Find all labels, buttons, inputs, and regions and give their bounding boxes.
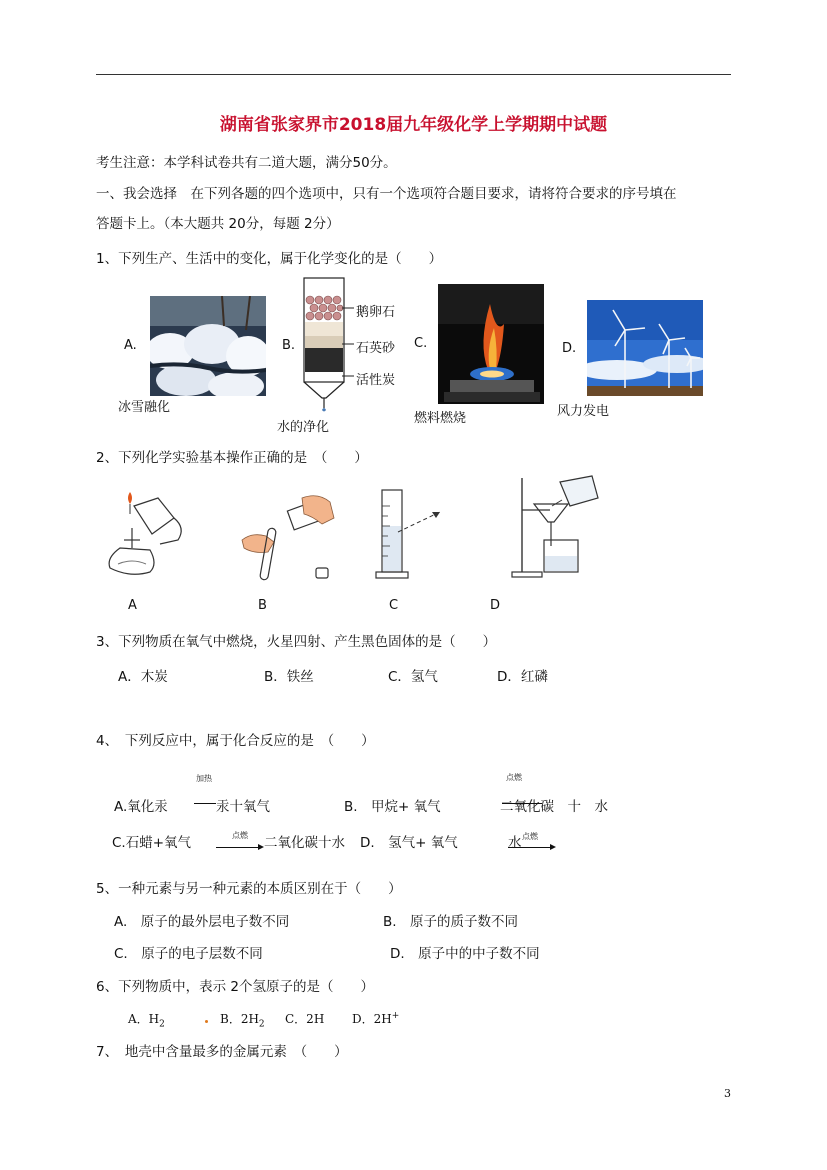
- q5-option-a: A. 原子的最外层电子数不同: [114, 914, 290, 930]
- q4-option-c-reactant: C.石蜡+氧气: [112, 835, 192, 851]
- q4-a-condition: 加热: [196, 774, 212, 783]
- question-4-stem: 4、 下列反应中，属于化合反应的是 （ ）: [96, 733, 375, 749]
- q4-option-b-product: 二氧化碳 十 水: [500, 799, 608, 815]
- measuring-cylinder-reading-diagram: [374, 486, 454, 580]
- q5-option-c: C. 原子的电子层数不同: [114, 946, 263, 962]
- q1-option-d-caption: 风力发电: [557, 404, 610, 419]
- question-6-stem: 6、下列物质中，表示 2个氢原子的是（ ）: [96, 979, 374, 995]
- layer-label-pebbles: 鹅卵石: [356, 305, 396, 320]
- q3-option-b: B．铁丝: [264, 669, 314, 685]
- question-1-stem: 1、下列生产、生活中的变化，属于化学变化的是（ ）: [96, 251, 443, 267]
- q4-option-b-reactant: B. 甲烷+ 氧气: [344, 799, 441, 815]
- q6-b-subscript: 2: [258, 1019, 265, 1030]
- header-rule: [96, 74, 731, 75]
- fuel-burning-image: [438, 284, 544, 404]
- q4-option-c-product: 二氧化碳十水: [264, 835, 345, 851]
- page-number: 3: [724, 1087, 731, 1100]
- q4-d-arrow: [508, 847, 554, 848]
- q6-d-superscript: +: [391, 1011, 400, 1021]
- q4-c-arrow: [216, 847, 262, 848]
- q1-option-a-caption: 冰雪融化: [118, 400, 171, 415]
- q4-option-d-reactant: D. 氢气+ 氧气: [360, 835, 458, 851]
- question-3-stem: 3、下列物质在氧气中燃烧，火星四射、产生黑色固体的是（ ）: [96, 634, 497, 650]
- layer-label-quartz-sand: 石英砂: [356, 341, 396, 356]
- filtration-setup-diagram: [510, 474, 610, 580]
- section-1-line-2: 答题卡上。（本大题共 20分，每题 2分）: [96, 216, 340, 232]
- q6-option-a: [128, 1010, 165, 1029]
- q4-c-condition: 点燃: [232, 831, 248, 840]
- q2-label-b: B: [258, 598, 267, 613]
- layer-label-activated-carbon: 活性炭: [356, 373, 396, 388]
- q4-option-a-product: 汞十氧气: [216, 799, 270, 815]
- q4-b-condition: 点燃: [506, 773, 522, 782]
- q4-a-arrow-line: [194, 803, 216, 804]
- wind-turbines-image: [587, 300, 703, 396]
- q6-option-d: [352, 1010, 399, 1027]
- q2-label-d: D: [490, 598, 501, 613]
- q2-label-c: C: [389, 598, 399, 613]
- q1-option-c-caption: 燃料燃烧: [414, 411, 467, 426]
- q6-a-text: A．H: [128, 1012, 160, 1026]
- question-2-stem: 2、下列化学实验基本操作正确的是 （ ）: [96, 450, 368, 466]
- q5-option-d: D. 原子中的中子数不同: [390, 946, 540, 962]
- q4-option-a-reactant: A.氧化汞: [114, 799, 168, 815]
- alcohol-lamp-lighting-diagram: [100, 488, 190, 580]
- q3-option-c: C．氢气: [388, 669, 438, 685]
- stray-dot-mark: [205, 1020, 208, 1023]
- q6-option-c: C．2H: [285, 1012, 325, 1026]
- section-1-line-1: 一、我会选择 在下列各题的四个选项中，只有一个选项符合题目要求，请将符合要求的序号填在: [96, 186, 677, 202]
- q2-label-a: A: [128, 598, 137, 613]
- q1-option-a-letter: A.: [124, 338, 137, 353]
- q6-b-text: B．2H: [220, 1012, 259, 1026]
- q4-d-condition: 点燃: [522, 832, 538, 841]
- q3-option-d: D．红磷: [497, 669, 548, 685]
- exam-notice: 考生注意：本学科试卷共有二道大题，满分50分。: [96, 155, 397, 171]
- q6-a-subscript: 2: [159, 1019, 165, 1030]
- q1-option-d-letter: D.: [562, 341, 577, 356]
- q1-option-b-caption: 水的净化: [277, 420, 330, 435]
- q1-option-b-letter: B.: [282, 338, 296, 353]
- q6-option-b: [220, 1010, 265, 1029]
- question-5-stem: 5、一种元素与另一种元素的本质区别在于（ ）: [96, 881, 402, 897]
- q4-option-d-product: 水: [508, 835, 522, 851]
- q1-option-c-letter: C.: [414, 336, 428, 351]
- page-title: 湖南省张家界市2018届九年级化学上学期期中试题: [219, 115, 608, 135]
- question-7-stem: 7、 地壳中含量最多的金属元素 （ ）: [96, 1044, 348, 1060]
- q3-option-a: A．木炭: [118, 669, 168, 685]
- liquid-pouring-diagram: [238, 492, 338, 584]
- q5-option-b: B. 原子的质子数不同: [383, 914, 519, 930]
- q6-d-text: D．2H: [352, 1012, 392, 1026]
- snow-melting-image: [150, 296, 266, 396]
